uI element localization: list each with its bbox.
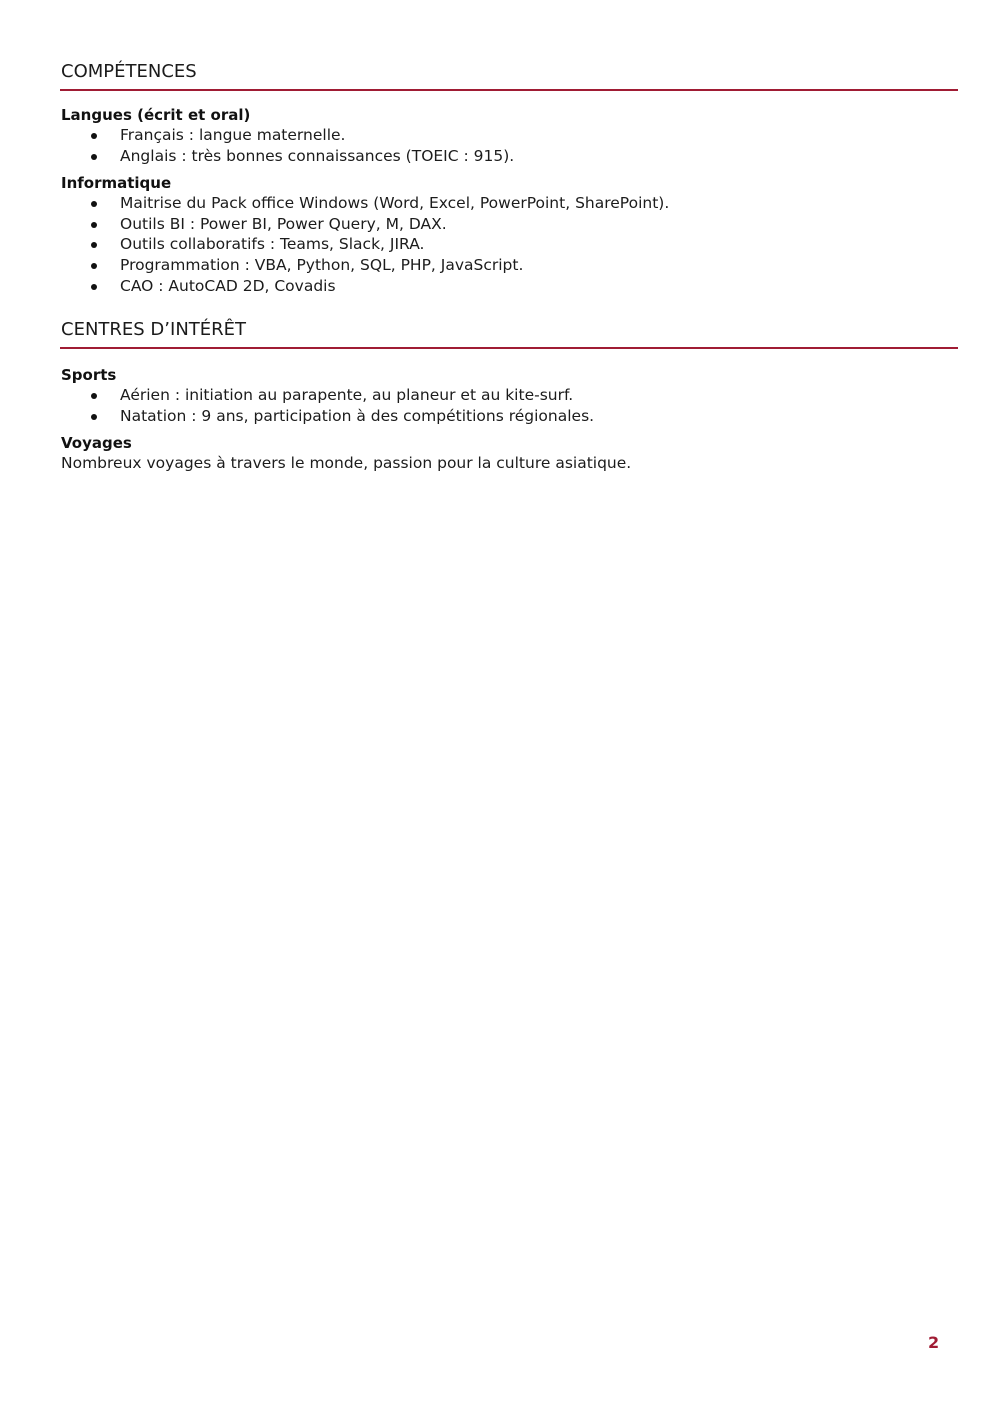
list-item: Maitrise du Pack office Windows (Word, Excel, PowerPoint, SharePoint). — [60, 193, 958, 214]
list-item: CAO : AutoCAD 2D, Covadis — [60, 276, 958, 297]
list-item: Outils BI : Power BI, Power Query, M, DAX. — [60, 214, 958, 235]
page-number: 2 — [928, 1333, 940, 1352]
section-title-competences: COMPÉTENCES — [60, 60, 958, 91]
voyages-text: Nombreux voyages à travers le monde, passion pour la culture asiatique. — [61, 454, 632, 473]
list-item: Natation : 9 ans, participation à des compétitions régionales. — [60, 406, 958, 427]
list-langues — [60, 125, 958, 166]
subheading-voyages: Voyages — [61, 434, 132, 453]
list-informatique — [60, 193, 958, 296]
list-item: Anglais : très bonnes connaissances (TOEIC : 915). — [60, 146, 958, 167]
subheading-sports: Sports — [61, 366, 117, 384]
list-item: Aérien : initiation au parapente, au planeur et au kite-surf. — [60, 385, 958, 406]
section-centres-interet — [60, 318, 958, 474]
list-item: Outils collaboratifs : Teams, Slack, JIRA. — [60, 234, 958, 255]
list-sports — [60, 385, 958, 426]
list-item: Français : langue maternelle. — [60, 125, 958, 146]
section-title-centres-interet: CENTRES D’INTÉRÊT — [60, 318, 958, 349]
subheading-langues: Langues (écrit et oral) — [61, 106, 251, 124]
section-competences — [60, 60, 958, 296]
list-item: Programmation : VBA, Python, SQL, PHP, JavaScript. — [60, 255, 958, 276]
subheading-informatique: Informatique — [61, 174, 172, 193]
